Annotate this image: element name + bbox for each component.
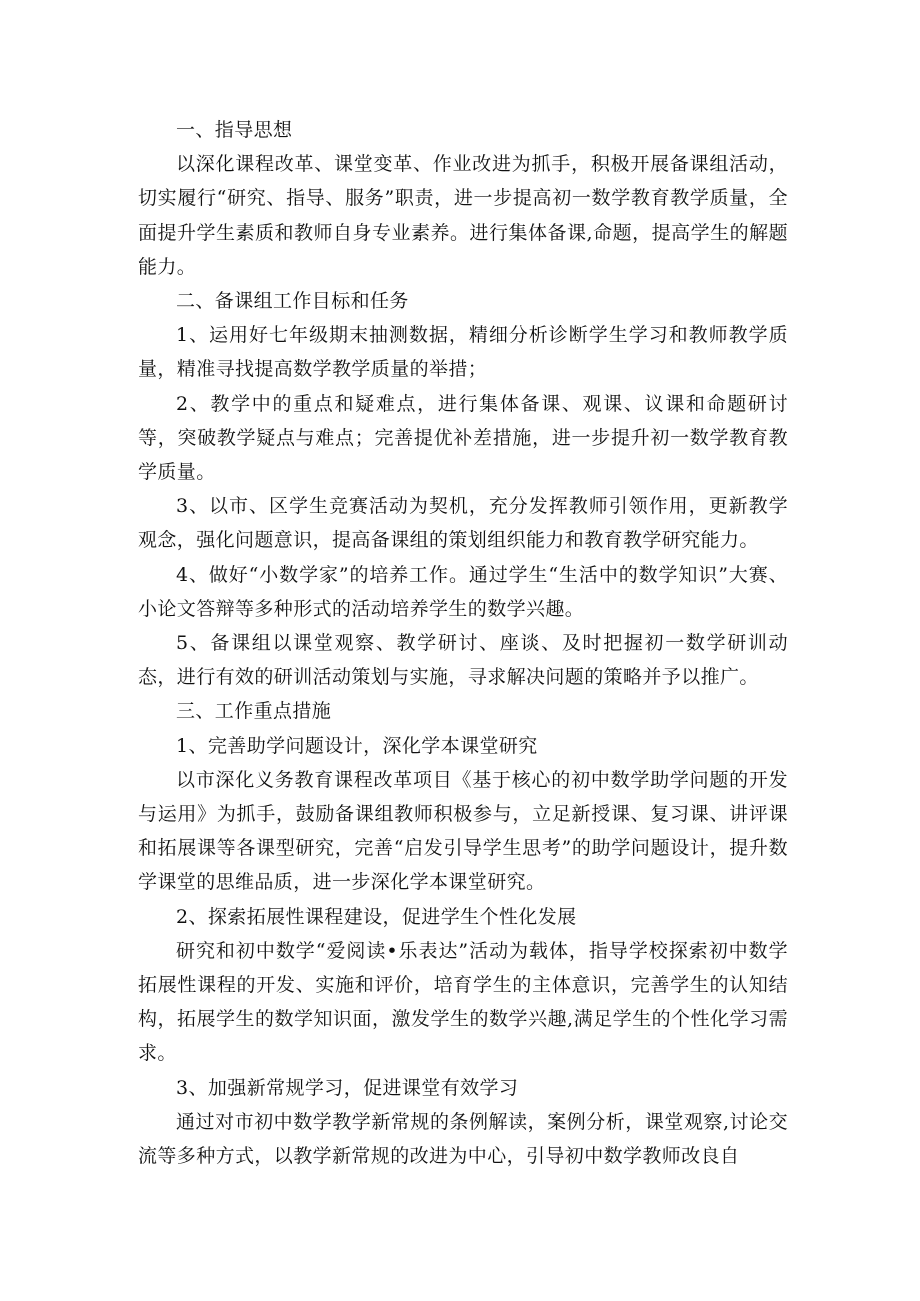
list-item-goal-1: 1、运用好七年级期末抽测数据，精细分析诊断学生学习和教师教学质量，精准寻找提高数学教学质量的举措； — [138, 324, 788, 381]
list-item-goal-5: 5、备课组以课堂观察、教学研讨、座谈、及时把握初一数学研训动态，进行有效的研训活动策划与实施，寻求解决问题的策略并予以推广。 — [138, 632, 788, 689]
section-heading-key-measures: 三、工作重点措施 — [176, 700, 332, 723]
body-paragraph: 通过对市初中数学教学新常规的条例解读，案例分析，课堂观察,讨论交流等多种方式，以教学新常规的改进为中心，引导初中数学教师改良自 — [138, 1110, 788, 1168]
document-body — [138, 113, 788, 1173]
list-item-goal-2: 2、教学中的重点和疑难点，进行集体备课、观课、议课和命题研讨等，突破教学疑点与难点；完善提优补差措施，进一步提升初一数学教育教学质量。 — [138, 392, 788, 484]
section-heading-goals-and-tasks: 二、备课组工作目标和任务 — [176, 290, 409, 313]
subheading-measure-2: 2、探索拓展性课程建设，促进学生个性化发展 — [176, 905, 577, 928]
subheading-measure-3: 3、加强新常规学习，促进课堂有效学习 — [176, 1076, 519, 1099]
body-paragraph: 研究和初中数学“爱阅读•乐表达”活动为载体，指导学校探索初中数学拓展性课程的开发、实施和评价，培育学生的主体意识，完善学生的认知结构，拓展学生的数学知识面，激发学生的数学兴趣,满足学生的个性化学习需求。 — [138, 939, 788, 1065]
body-paragraph: 以市深化义务教育课程改革项目《基于核心的初中数学助学问题的开发与运用》为抓手，鼓励备课组教师积极参与，立足新授课、复习课、讲评课和拓展课等各课型研究，完善“启发引导学生思考”的助学问题设计，提升数学课堂的思维品质，进一步深化学本课堂研究。 — [138, 768, 788, 894]
list-item-goal-3: 3、以市、区学生竞赛活动为契机，充分发挥教师引领作用，更新教学观念，强化问题意识，提高备课组的策划组织能力和教育教学研究能力。 — [138, 495, 788, 552]
list-item-goal-4: 4、做好“小数学家”的培养工作。通过学生“生活中的数学知识”大赛、小论文答辩等多种形式的活动培养学生的数学兴趣。 — [138, 563, 788, 620]
subheading-measure-1: 1、完善助学问题设计，深化学本课堂研究 — [176, 734, 538, 757]
section-heading-guiding-ideology: 一、指导思想 — [176, 119, 293, 141]
body-paragraph: 以深化课程改革、课堂变革、作业改进为抓手，积极开展备课组活动，切实履行“研究、指导、服务”职责，进一步提高初一数学教育教学质量，全面提升学生素质和教师自身专业素养。进行集体备课,命题，提高学生的解题能力。 — [138, 153, 788, 278]
